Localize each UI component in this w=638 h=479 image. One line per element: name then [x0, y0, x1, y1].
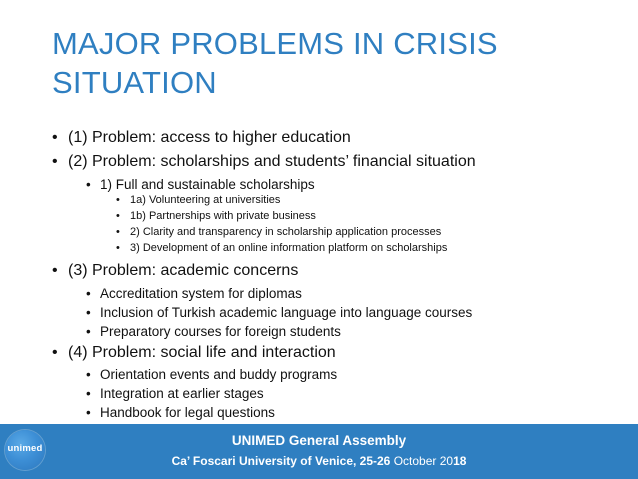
bullet-marker: • — [86, 286, 91, 301]
list-item-text: (4) Problem: social life and interaction — [68, 344, 336, 361]
bullet-marker: • — [86, 367, 91, 382]
list-item-text: (1) Problem: access to higher education — [68, 129, 351, 146]
slide-title-line2: SITUATION — [52, 65, 217, 100]
list-item-text: Handbook for legal questions — [100, 405, 275, 420]
list-item-sub — [0, 284, 638, 303]
list-item-subsub — [0, 240, 638, 256]
bullet-marker: • — [86, 405, 91, 420]
list-item-sub — [0, 303, 638, 322]
list-item-problem-1 — [0, 128, 638, 148]
unimed-logo-text: unimed — [7, 443, 43, 454]
list-item-text: (2) Problem: scholarships and students’ financial situation — [68, 153, 476, 170]
bullet-marker: • — [86, 324, 91, 339]
bullet-marker: • — [52, 344, 58, 361]
footer-banner — [0, 424, 638, 479]
list-item-text: 1b) Partnerships with private business — [130, 210, 316, 222]
list-item-sub — [0, 322, 638, 341]
footer-year: 18 — [453, 454, 467, 468]
list-item-subsub — [0, 224, 638, 240]
bullet-marker: • — [116, 210, 120, 222]
bullet-marker: • — [116, 226, 120, 238]
list-item-subsub — [0, 192, 638, 208]
list-item-text: 1) Full and sustainable scholarships — [100, 177, 315, 192]
list-item-sub — [0, 384, 638, 403]
list-item-text: (3) Problem: academic concerns — [68, 262, 299, 279]
list-item-text: Preparatory courses for foreign students — [100, 324, 341, 339]
list-item-text: Orientation events and buddy programs — [100, 367, 338, 382]
bullet-marker: • — [52, 129, 58, 146]
list-item-text: 3) Development of an online information platform on scholarships — [130, 242, 448, 254]
list-item-text: Accreditation system for diplomas — [100, 286, 302, 301]
list-item-sub — [0, 403, 638, 422]
bullet-marker: • — [116, 242, 120, 254]
bullet-marker: • — [86, 177, 91, 192]
bullet-marker: • — [86, 386, 91, 401]
footer-event-details — [0, 454, 638, 468]
footer-month: October 20 — [390, 454, 454, 468]
list-item-text: 2) Clarity and transparency in scholarship application processes — [130, 226, 442, 238]
footer-event-title: UNIMED General Assembly — [231, 433, 407, 448]
bullet-marker: • — [86, 305, 91, 320]
list-item-problem-3 — [0, 261, 638, 281]
footer-venue-dates: Ca’ Foscari University of Venice, 25-26 — [171, 454, 391, 468]
bullet-marker: • — [52, 153, 58, 170]
list-item-problem-2 — [0, 152, 638, 172]
list-item-sub — [0, 365, 638, 384]
bullet-marker: • — [52, 262, 58, 279]
list-item-text: Integration at earlier stages — [100, 386, 264, 401]
list-item-text: Inclusion of Turkish academic language into language courses — [100, 305, 473, 320]
slide-title — [52, 24, 612, 102]
list-item-subsub — [0, 208, 638, 224]
bullet-marker: • — [116, 194, 120, 206]
slide-title-line1: MAJOR PROBLEMS IN CRISIS — [52, 26, 498, 61]
list-item-problem-4 — [0, 343, 638, 363]
list-item-text: 1a) Volunteering at universities — [130, 194, 281, 206]
